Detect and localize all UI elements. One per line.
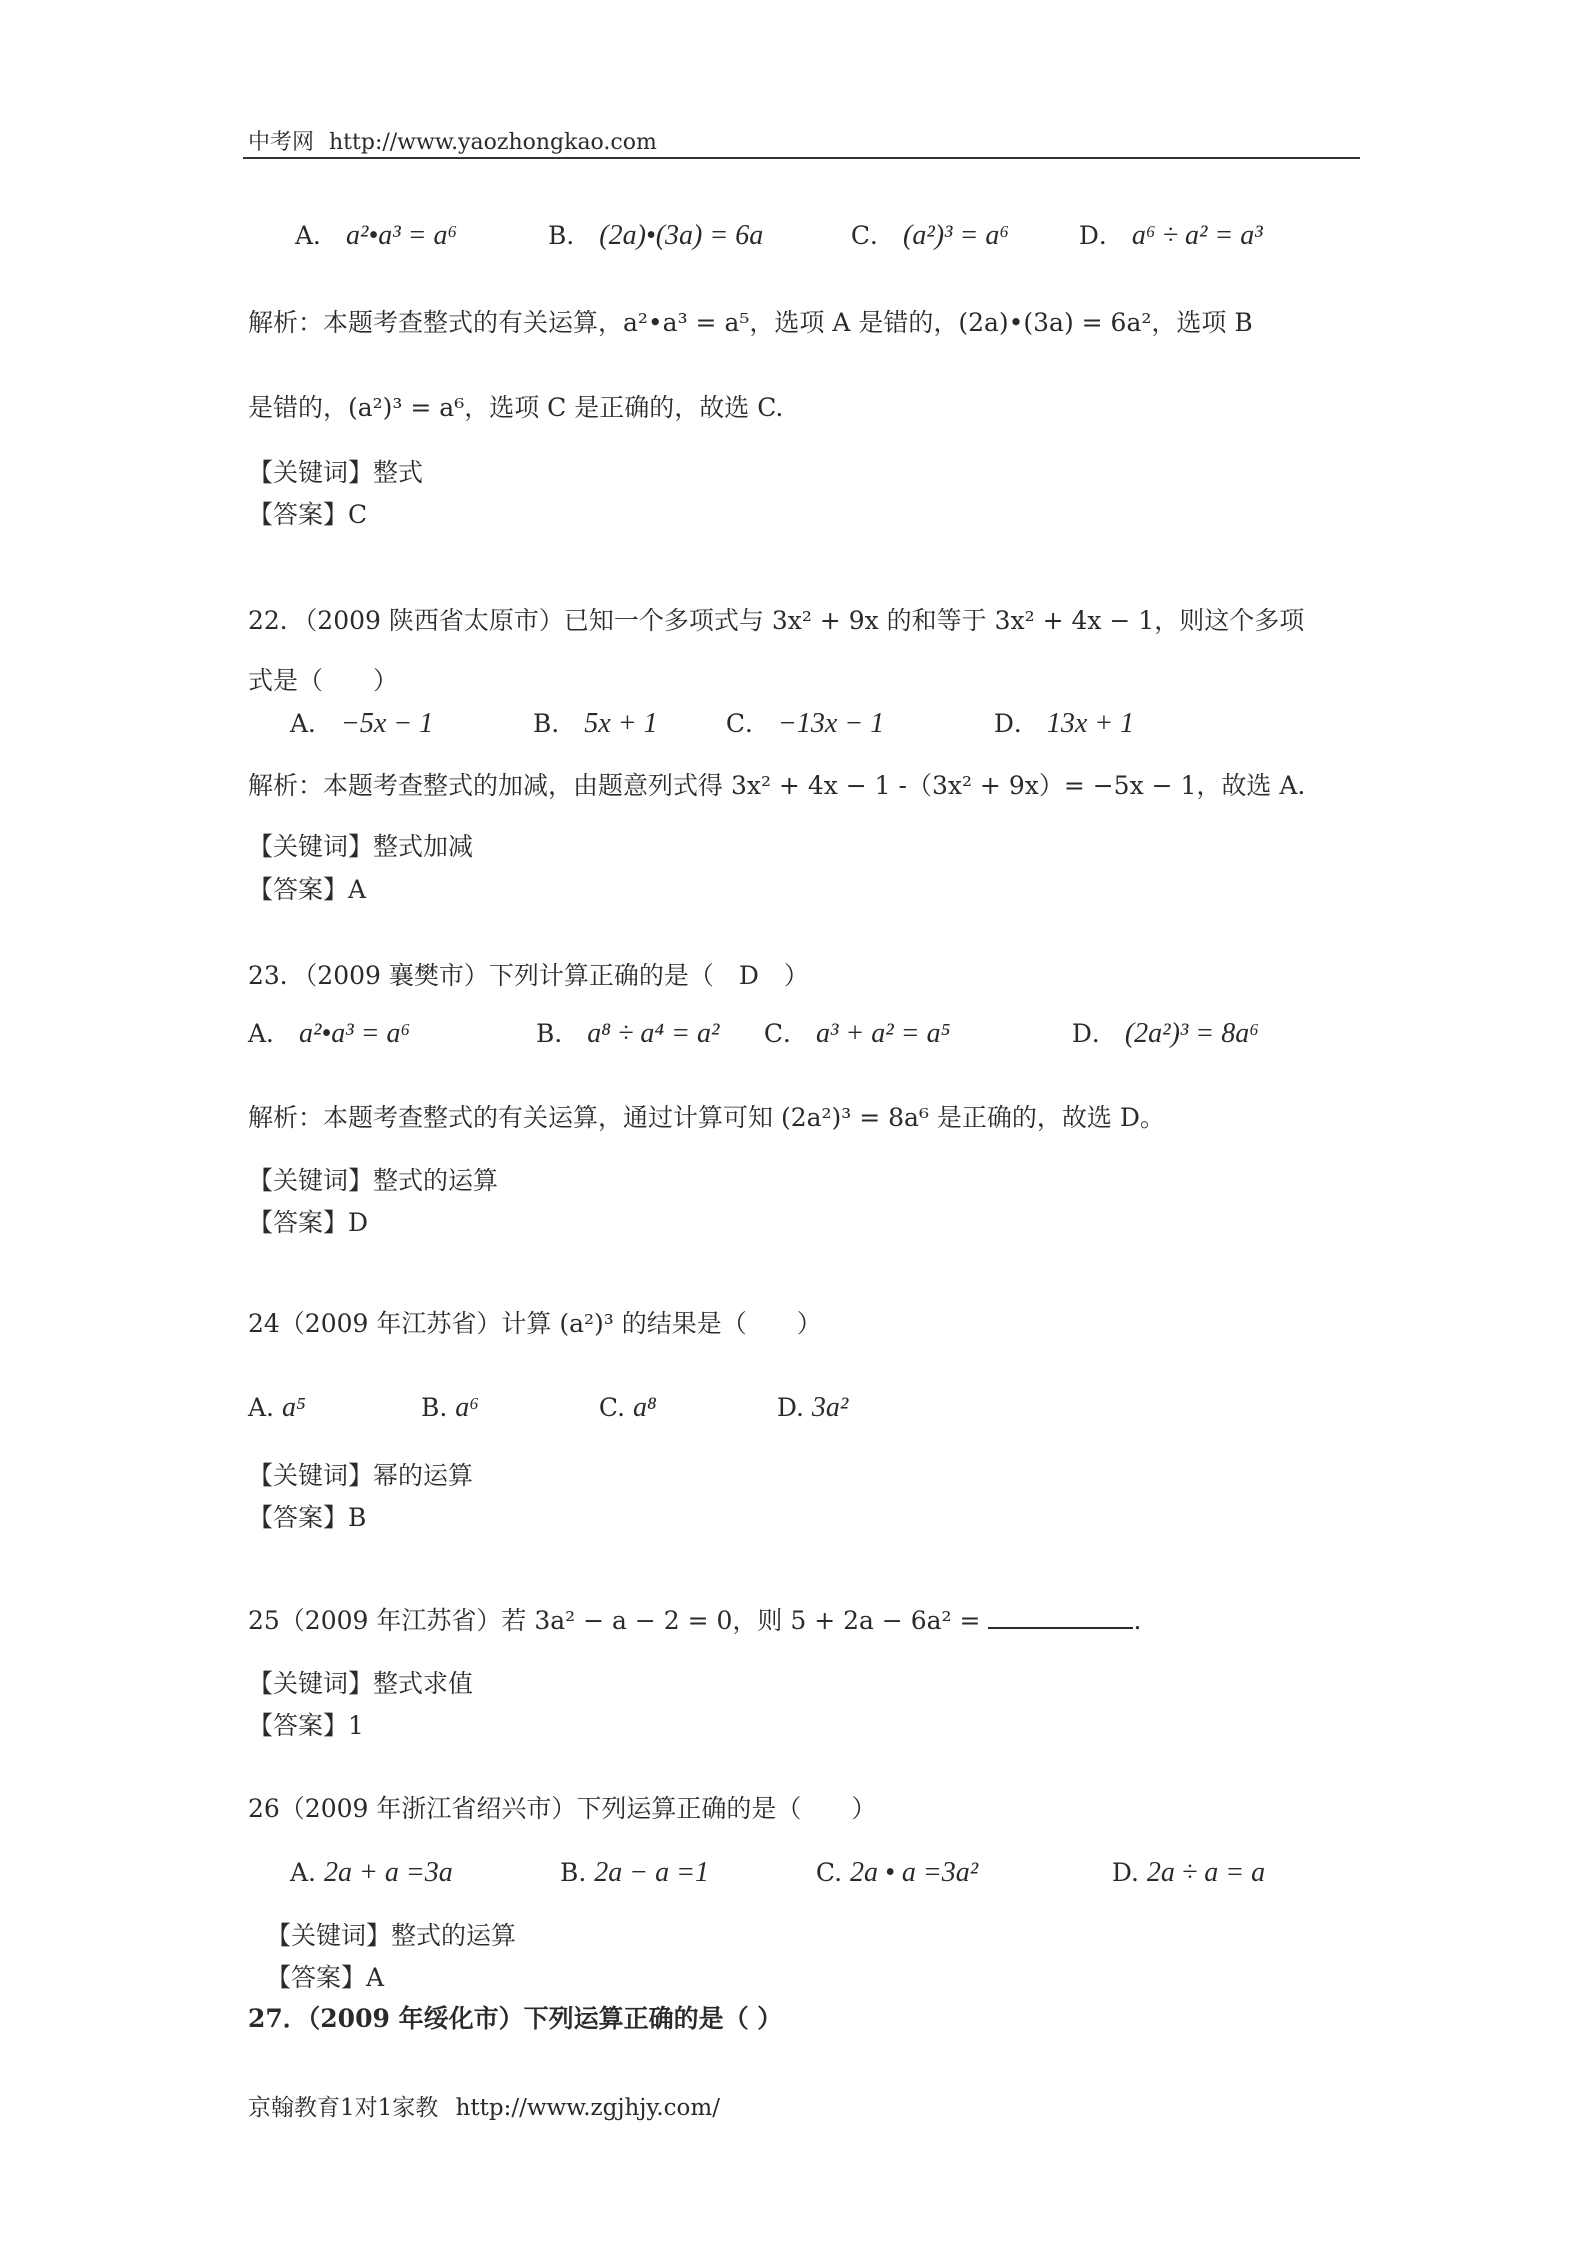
- q25-answer: 【答案】1: [248, 1711, 364, 1740]
- q23-options: [248, 1016, 1259, 1052]
- q26-options: [290, 1855, 1265, 1891]
- q21-option-d: D． a⁶ ÷ a² = a³: [1078, 220, 1263, 251]
- q26-option-c: C. 2a • a =3a²: [815, 1857, 979, 1888]
- q22-stem-line1: 22．（2009 陕西省太原市）已知一个多项式与 3x² + 9x 的和等于 3x² + 4x − 1，则这个多项: [248, 606, 1305, 635]
- q24-option-a: A. a⁵: [248, 1392, 306, 1423]
- q26-option-b: B. 2a − a =1: [559, 1857, 710, 1888]
- q22-option-d: D． 13x + 1: [993, 708, 1135, 739]
- q23-option-d: D． (2a²)³ = 8a⁶: [1071, 1018, 1259, 1049]
- q21-option-b: B． (2a)•(3a) = 6a: [547, 220, 764, 251]
- q27-stem: 27．（2009 年绥化市）下列运算正确的是（ ）: [248, 2004, 783, 2033]
- q26-answer: 【答案】A: [266, 1963, 385, 1992]
- q22-option-b: B． 5x + 1: [532, 708, 658, 739]
- q22-options: [290, 706, 1134, 742]
- q21-keyword: 【关键词】整式: [248, 458, 424, 487]
- q23-keyword: 【关键词】整式的运算: [248, 1166, 499, 1195]
- q21-answer: 【答案】C: [248, 500, 368, 529]
- footer-url: http://www.zgjhjy.com/: [455, 2095, 720, 2121]
- q26-option-a: A. 2a + a =3a: [290, 1857, 453, 1888]
- q25-stem-text: 25（2009 年江苏省）若 3a² − a − 2 = 0，则 5 + 2a − 6a² =: [248, 1606, 981, 1635]
- q22-keyword: 【关键词】整式加减: [248, 832, 474, 861]
- q24-options: [248, 1390, 848, 1426]
- q26-keyword: 【关键词】整式的运算: [266, 1921, 517, 1950]
- page-header: [248, 125, 657, 161]
- header-site: 中考网: [248, 130, 315, 155]
- q25-stem-suffix: .: [1133, 1606, 1142, 1635]
- q24-option-b: B. a⁶: [420, 1392, 479, 1423]
- q26-stem: 26（2009 年浙江省绍兴市）下列运算正确的是（ ）: [248, 1794, 877, 1823]
- q24-keyword: 【关键词】幂的运算: [248, 1461, 474, 1490]
- q25-stem: [248, 1603, 1141, 1639]
- q23-stem: 23．（2009 襄樊市）下列计算正确的是（ D ）: [248, 961, 809, 990]
- q21-options: [295, 218, 1263, 254]
- q23-answer: 【答案】D: [248, 1208, 369, 1237]
- header-rule: [243, 157, 1360, 159]
- q23-option-b: B． a⁸ ÷ a⁴ = a²: [535, 1018, 720, 1049]
- q22-option-a: A． −5x − 1: [290, 708, 434, 739]
- page-footer: [248, 2090, 720, 2126]
- q24-option-d: D. 3a²: [776, 1392, 849, 1423]
- q22-answer: 【答案】A: [248, 875, 367, 904]
- q23-analysis: 解析：本题考查整式的有关运算，通过计算可知 (2a²)³ = 8a⁶ 是正确的，故选 D。: [248, 1103, 1165, 1132]
- q21-analysis-line1: 解析：本题考查整式的有关运算，a²•a³ = a⁵，选项 A 是错的，(2a)•(3a) = 6a²，选项 B: [248, 308, 1253, 337]
- q24-stem: 24（2009 年江苏省）计算 (a²)³ 的结果是（ ）: [248, 1309, 822, 1338]
- q25-keyword: 【关键词】整式求值: [248, 1669, 474, 1698]
- q25-answer-blank[interactable]: [988, 1607, 1133, 1629]
- footer-org: 京翰教育1对1家教: [248, 2095, 439, 2121]
- q26-option-d: D. 2a ÷ a = a: [1111, 1857, 1266, 1888]
- q24-answer: 【答案】B: [248, 1503, 367, 1532]
- q24-option-c: C. a⁸: [598, 1392, 657, 1423]
- q21-option-c: C． (a²)³ = a⁶: [850, 220, 1010, 251]
- q22-stem-line2: 式是（ ）: [248, 666, 399, 695]
- header-url: http://www.yaozhongkao.com: [329, 130, 657, 155]
- q22-option-c: C． −13x − 1: [725, 708, 885, 739]
- q21-analysis-line2: 是错的，(a²)³ = a⁶，选项 C 是正确的，故选 C.: [248, 393, 784, 422]
- q23-option-c: C． a³ + a² = a⁵: [763, 1018, 951, 1049]
- q21-option-a: A． a²•a³ = a⁶: [295, 220, 458, 251]
- q22-analysis: 解析：本题考查整式的加减，由题意列式得 3x² + 4x − 1 -（3x² + 9x）= −5x − 1，故选 A.: [248, 771, 1306, 800]
- q23-option-a: A． a²•a³ = a⁶: [248, 1018, 411, 1049]
